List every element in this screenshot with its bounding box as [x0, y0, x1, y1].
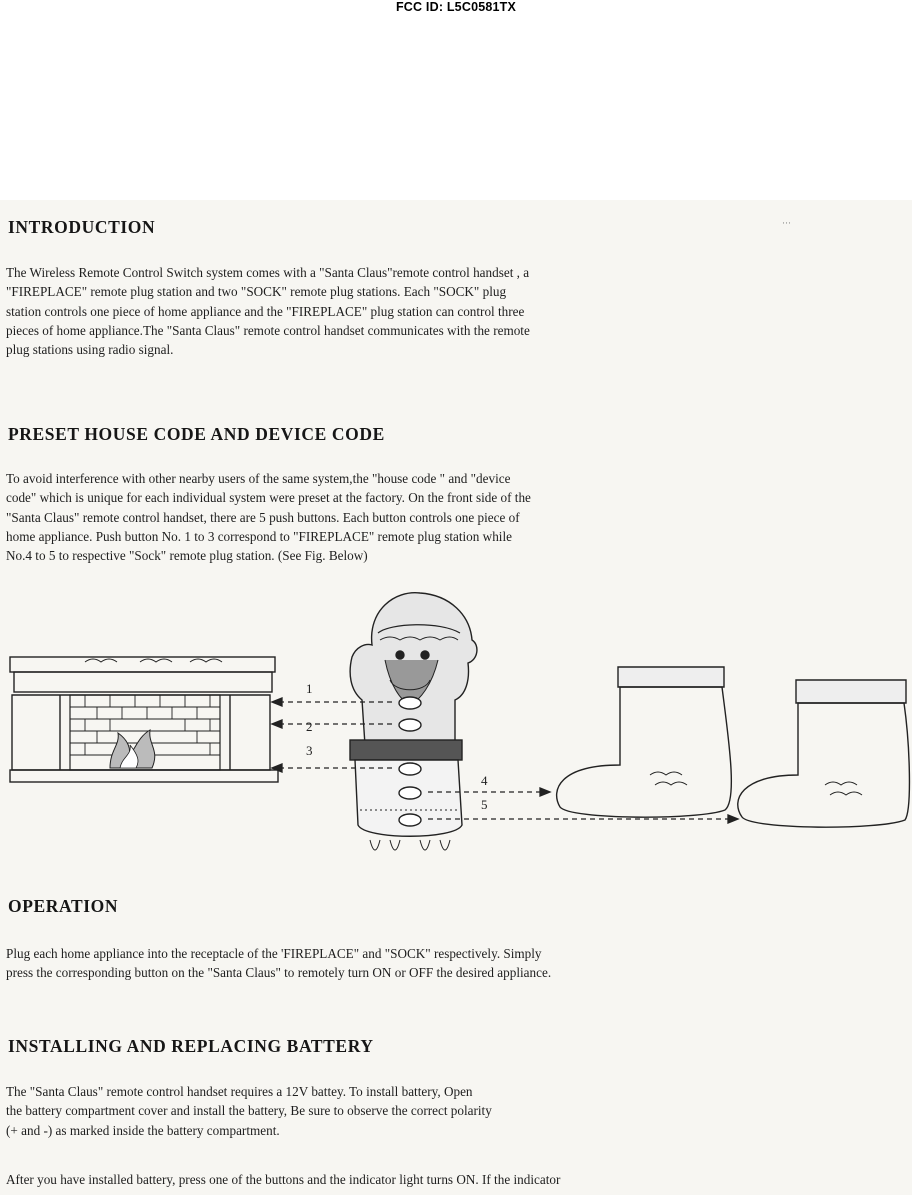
- santa-claus-handset-illustration: [350, 593, 477, 850]
- text-line: Plug each home appliance into the receptacle of the 'FIREPLACE" and "SOCK" respectively. Simply: [6, 946, 542, 961]
- heading-introduction: INTRODUCTION: [8, 217, 156, 237]
- button-label-5: 5: [481, 797, 488, 812]
- heading-operation: OPERATION: [8, 896, 119, 916]
- text-line: (+ and -) as marked inside the battery compartment.: [6, 1122, 280, 1138]
- remote-control-diagram: [0, 585, 912, 870]
- sock-1-illustration: [557, 667, 732, 817]
- button-label-3: 3: [306, 743, 313, 758]
- text-line: press the corresponding button on the "Santa Claus" to remotely turn ON or OFF the desired appliance.: [6, 965, 552, 981]
- text-line: "FIREPLACE" remote plug station and two "SOCK" remote plug stations. Each "SOCK" plug: [6, 284, 507, 300]
- text-line: "Santa Claus" remote control handset, there are 5 push buttons. Each button controls one piece of: [6, 509, 520, 525]
- paragraph-introduction: [6, 263, 530, 359]
- text-line: code" which is unique for each individual system were preset at the factory. On the front side of the: [6, 490, 531, 506]
- scan-speck: ···: [782, 218, 791, 228]
- text-line: home appliance. Push button No. 1 to 3 correspond to "FIREPLACE" remote plug station while: [6, 528, 512, 544]
- button-label-4: 4: [481, 773, 488, 788]
- paragraph-preset-house-code: [6, 469, 531, 565]
- text-line: plug stations using radio signal.: [6, 342, 174, 358]
- fireplace-illustration: [10, 657, 278, 782]
- text-line: station controls one piece of home appliance and the "FIREPLACE" plug station can control three: [6, 303, 525, 319]
- heading-installing-battery: INSTALLING AND REPLACING BATTERY: [8, 1036, 374, 1056]
- sock-2-illustration: [738, 680, 910, 827]
- text-line: pieces of home appliance.The "Santa Claus" remote control handset communicates with the remote: [6, 322, 530, 338]
- text-line: No.4 to 5 to respective "Sock" remote plug station. (See Fig. Below): [6, 548, 368, 564]
- text-line: The Wireless Remote Control Switch system comes with a "Santa Claus"remote control handset , a: [6, 265, 530, 280]
- button-label-2: 2: [306, 719, 313, 734]
- fcc-id-header: FCC ID: L5C0581TX: [395, 0, 517, 14]
- text-line: the battery compartment cover and install the battery, Be sure to observe the correct polarity: [6, 1103, 492, 1119]
- paragraph-installing-battery: [6, 1082, 492, 1140]
- paragraph-operation: [6, 944, 551, 983]
- button-label-1: 1: [306, 681, 313, 696]
- text-line: To avoid interference with other nearby users of the same system,the "house code " and "device: [6, 471, 511, 486]
- text-line: The "Santa Claus" remote control handset requires a 12V battey. To install battery, Open: [6, 1084, 473, 1099]
- heading-preset-house-code: PRESET HOUSE CODE AND DEVICE CODE: [8, 424, 385, 444]
- paragraph-after-install: After you have installed battery, press one of the buttons and the indicator light turns ON. If the indicator: [6, 1172, 561, 1187]
